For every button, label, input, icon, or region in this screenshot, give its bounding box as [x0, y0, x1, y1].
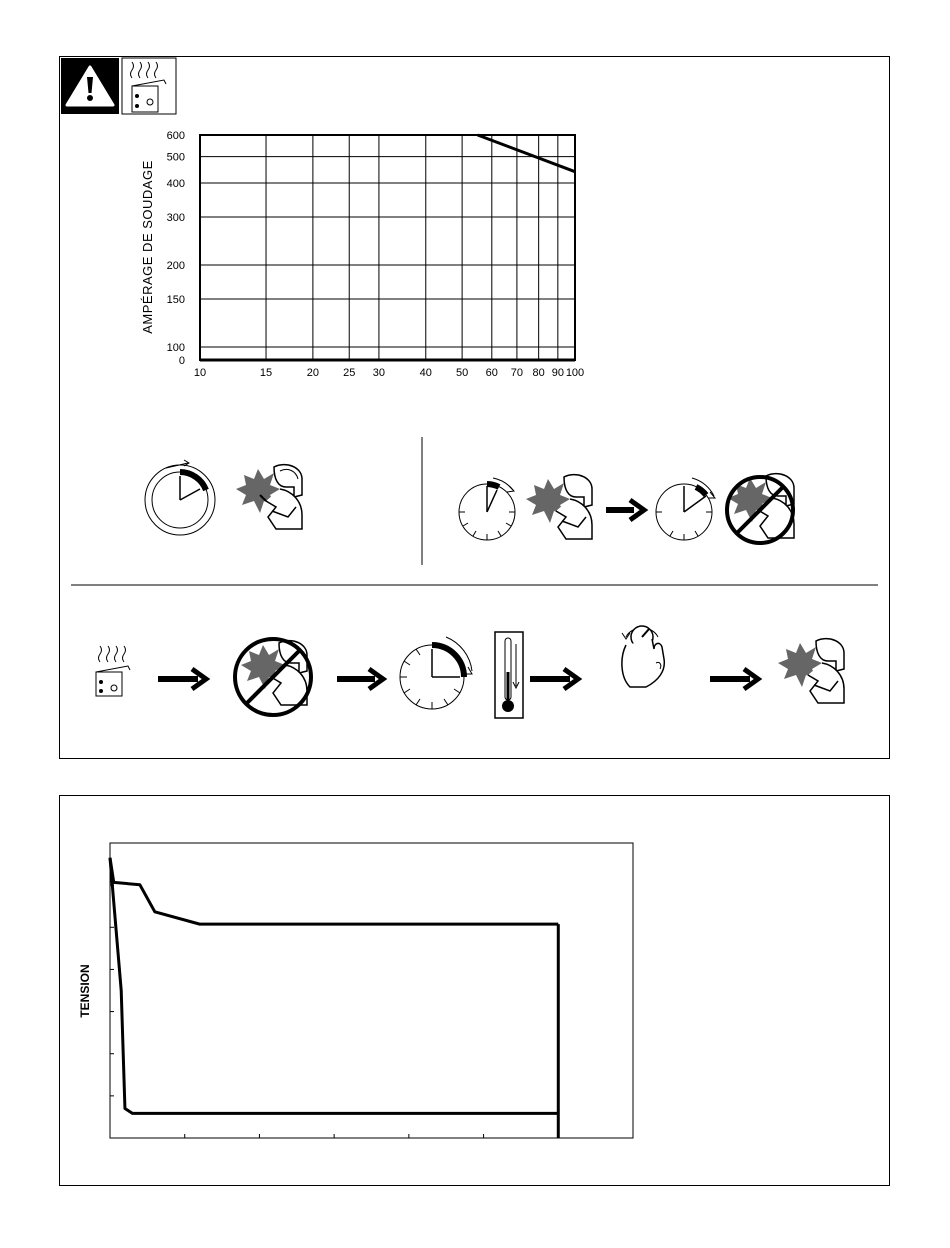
series-line	[110, 858, 558, 1114]
welder-icon	[526, 475, 592, 539]
arrow-right-icon	[606, 500, 644, 520]
x-tick-label: 50	[455, 367, 469, 379]
duty-cycle-panel	[59, 56, 890, 759]
no-welding-icon	[235, 639, 311, 715]
hand-knob-icon	[622, 626, 664, 687]
series-line	[110, 858, 558, 924]
clock-icon	[400, 637, 472, 709]
clock-icon	[459, 478, 515, 540]
hot-machine-icon	[122, 58, 176, 114]
volt-ampere-svg	[60, 796, 891, 1187]
y-tick-label: 300	[166, 212, 185, 225]
x-tick-label: 40	[419, 367, 432, 379]
y-tick-label: 200	[166, 259, 185, 272]
y-tick-label: 0	[178, 355, 185, 367]
welder-icon	[778, 639, 844, 703]
arrow-right-icon	[710, 669, 758, 689]
x-tick-label: 10	[193, 367, 207, 379]
y-axis-label: TENSION	[78, 964, 92, 1018]
y-tick-label: 500	[166, 151, 185, 164]
volt-ampere-panel	[59, 795, 890, 1186]
x-tick-label: 25	[343, 367, 356, 379]
x-tick-label: 90	[551, 367, 564, 379]
x-tick-label: 80	[532, 367, 545, 379]
volt-ampere-chart	[110, 843, 633, 1138]
y-tick-label: 150	[166, 294, 185, 307]
y-tick-label: 100	[166, 342, 185, 354]
arrow-right-icon	[530, 669, 578, 689]
y-tick-label: 400	[166, 177, 185, 190]
arrow-right-icon	[158, 669, 206, 689]
warning-triangle-icon	[61, 58, 119, 114]
plot-frame	[200, 135, 575, 360]
no-welding-icon	[727, 474, 794, 543]
y-axis-label: AMPÉRAGE DE SOUDAGE	[140, 160, 155, 334]
x-tick-label: 60	[485, 367, 498, 379]
duty-cycle-svg	[60, 57, 891, 760]
arrow-right-icon	[337, 669, 383, 689]
hot-machine-icon	[96, 646, 130, 696]
duty-cycle-chart	[167, 130, 585, 379]
y-tick-label: 600	[166, 130, 185, 142]
continuous-clock-icon	[145, 460, 215, 535]
plot-frame	[110, 843, 633, 1138]
clock-icon	[656, 478, 715, 540]
thermometer-icon	[495, 632, 523, 718]
x-tick-label: 20	[306, 367, 320, 379]
x-tick-label: 30	[372, 367, 386, 379]
x-tick-label: 100	[565, 367, 585, 379]
x-tick-label: 15	[259, 367, 273, 379]
welder-icon	[236, 465, 302, 529]
x-tick-label: 70	[510, 367, 524, 379]
